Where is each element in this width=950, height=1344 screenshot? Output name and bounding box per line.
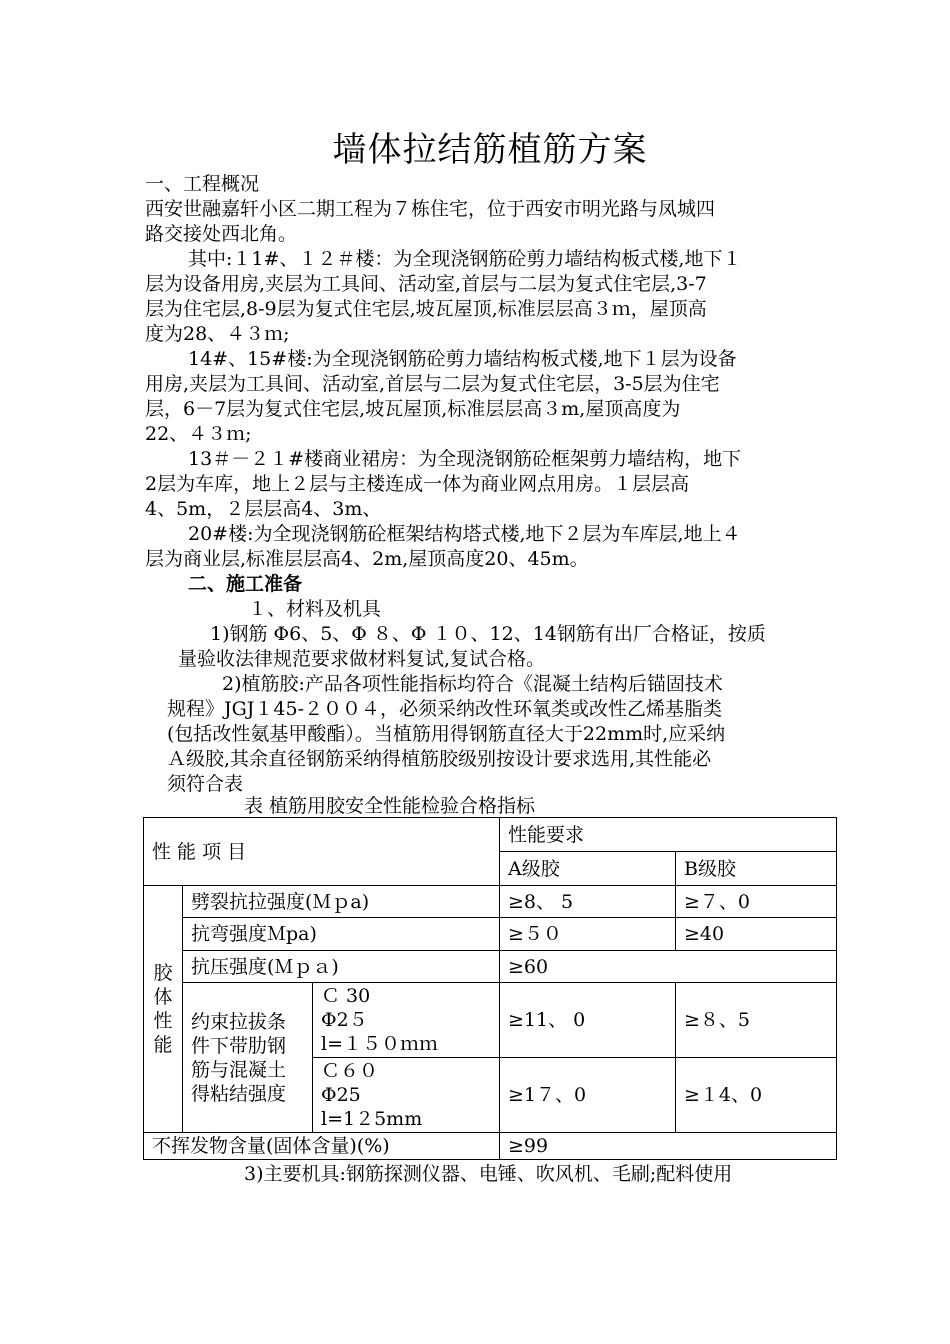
row-grade-b: ≥７、0 xyxy=(676,886,837,918)
paragraph-line: 3)主要机具:钢筋探测仪器、电锤、吹风机、毛刷;配料使用 xyxy=(244,1163,733,1185)
paragraph-line: 4、5m，２层层高4、3m、 xyxy=(145,498,382,520)
paragraph-line: 用房,夹层为工具间、活动室,首层与二层为复式住宅层，3-5层为住宅 xyxy=(145,373,720,395)
paragraph-line: 度为28、４３ｍ; xyxy=(145,323,290,345)
paragraph-line: 层为商业层,标准层层高4、2m,屋顶高度20、45m。 xyxy=(145,548,589,570)
bond-label-line: 筋与混凝土 xyxy=(191,1058,287,1081)
condition-line: l=1２5mm xyxy=(321,1108,423,1130)
header-grade-b: B级胶 xyxy=(676,852,837,886)
row-item: 抗压强度(Ｍｐａ) xyxy=(183,951,500,983)
condition-line: Φ25 xyxy=(321,1084,361,1106)
paragraph-line: 须符合表 xyxy=(167,773,244,795)
condition-line: l=１５０ｍｍ xyxy=(321,1033,438,1055)
group-label-char: 能 xyxy=(153,1034,173,1056)
row-grade-a: ≥8、 5 xyxy=(500,886,676,918)
row-grade-a: ≥11、 0 xyxy=(500,983,676,1058)
table-caption: 表 植筋用胶安全性能检验合格指标 xyxy=(244,795,536,817)
paragraph-line: 22、４３ｍ; xyxy=(145,423,252,445)
condition-line: Ｃ６０ xyxy=(321,1060,379,1082)
paragraph-line: 规程》JGJ１45-２００４，必须采纳改性环氧类或改性乙烯基脂类 xyxy=(167,698,723,720)
header-requirement: 性能要求 xyxy=(500,818,837,852)
group-label-char: 胶 xyxy=(153,962,173,984)
group-label-char: 性 xyxy=(153,1010,173,1032)
row-grade-a: ≥1７、0 xyxy=(500,1058,676,1133)
paragraph-line: 西安世融嘉轩小区二期工程为７栋住宅，位于西安市明光路与凤城四 xyxy=(145,198,716,220)
bond-label-line: 约束拉拔条 xyxy=(191,1010,287,1033)
bond-condition xyxy=(313,1058,500,1133)
header-item: 性 能 项 目 xyxy=(144,818,500,886)
paragraph-line: 量验收法律规范要求做材料复试,复试合格。 xyxy=(178,648,546,670)
paragraph-line: 路交接处西北角。 xyxy=(145,223,298,245)
row-grade-b: ≥１4、0 xyxy=(676,1058,837,1133)
row-grade-ab: ≥99 xyxy=(500,1133,837,1160)
paragraph-line: 1)钢筋 Φ6、5、Φ ８、Φ １０、12、14钢筋有出厂合格证，按质 xyxy=(210,623,766,645)
subsection-heading: １、材料及机具 xyxy=(248,598,382,620)
paragraph-line: 20#楼:为全现浇钢筋砼框架结构塔式楼,地下２层为车库层,地上４ xyxy=(188,523,741,545)
paragraph-line: 13＃－２１#楼商业裙房：为全现浇钢筋砼框架剪力墙结构，地下 xyxy=(188,448,742,470)
bond-label-line: 得粘结强度 xyxy=(191,1082,287,1105)
condition-line: Φ2５ xyxy=(321,1009,368,1031)
paragraph-line: 2层为车库，地上２层与主楼连成一体为商业网点用房。１层层高 xyxy=(145,473,690,495)
bond-condition xyxy=(313,983,500,1058)
paragraph-line: (包括改性氨基甲酸酯）。当植筋用得钢筋直径大于22mm时,应采纳 xyxy=(167,723,726,745)
bond-label-line: 件下带肋钢 xyxy=(191,1034,287,1057)
adhesive-spec-table xyxy=(143,817,837,1160)
row-grade-b: ≥40 xyxy=(676,918,837,951)
header-grade-a: A级胶 xyxy=(500,852,676,886)
row-grade-b: ≥８、5 xyxy=(676,983,837,1058)
paragraph-line: Ａ级胶,其余直径钢筋采纳得植筋胶级别按设计要求选用,其性能必 xyxy=(167,748,712,770)
condition-line: Ｃ 30 xyxy=(321,985,371,1007)
document-title: 墙体拉结筋植筋方案 xyxy=(332,130,648,170)
paragraph-line: 14#、15#楼:为全现浇钢筋砼剪力墙结构板式楼,地下１层为设备 xyxy=(188,348,737,370)
paragraph-line: 层，6－7层为复式住宅层,坡瓦屋顶,标准层层高３m,屋顶高度为 xyxy=(145,398,681,420)
group-label-char: 体 xyxy=(153,986,173,1008)
row-item: 劈裂抗拉强度(Ｍｐa) xyxy=(183,886,500,918)
row-item: 抗弯强度Ｍpa) xyxy=(183,918,500,951)
row-grade-a: ≥５０ xyxy=(500,918,676,951)
row-grade-ab: ≥60 xyxy=(500,951,837,983)
section-heading: 一、工程概况 xyxy=(145,173,260,195)
paragraph-line: 2)植筋胶:产品各项性能指标均符合《混凝土结构后锚固技术 xyxy=(222,673,723,695)
bond-label xyxy=(183,983,313,1133)
section-heading: 二、施工准备 xyxy=(188,573,303,595)
paragraph-line: 层为设备用房,夹层为工具间、活动室,首层与二层为复式住宅层,3-7 xyxy=(145,273,707,295)
row-item: 不挥发物含量(固体含量)(%) xyxy=(144,1133,500,1160)
paragraph-line: 其中:１1#、１２＃楼：为全现浇钢筋砼剪力墙结构板式楼,地下１ xyxy=(188,248,742,270)
group-label xyxy=(144,886,183,1133)
paragraph-line: 层为住宅层,8-9层为复式住宅层,坡瓦屋顶,标准层层高３ｍ，屋顶高 xyxy=(145,298,707,320)
